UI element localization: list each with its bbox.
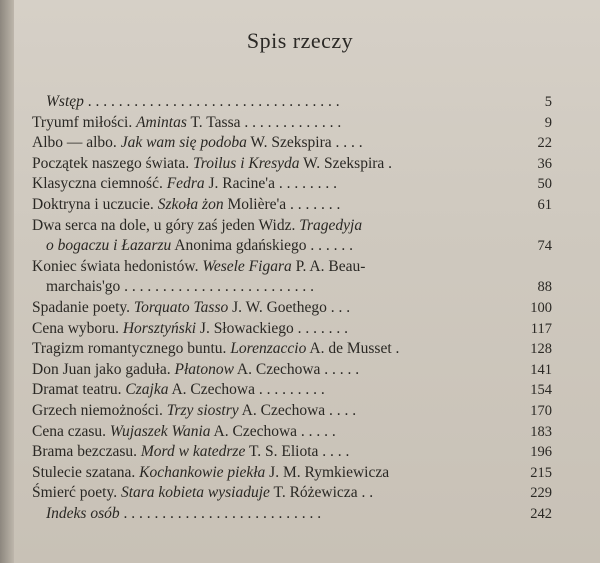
entry-text: Początek naszego świata. Troilus i Kresyda W. Szekspira . <box>32 154 393 172</box>
entry-text: Grzech niemożności. Trzy siostry A. Czechowa . . . . <box>32 401 357 419</box>
toc-entry <box>32 298 552 319</box>
entry-text: Spadanie poety. Torquato Tasso J. W. Goethego . . . <box>32 298 351 316</box>
entry-text: Brama bezczasu. Mord w katedrze T. S. Eliota . . . . <box>32 443 350 461</box>
entry-text: Cena czasu. Wujaszek Wania A. Czechowa . . . . . <box>32 422 336 440</box>
toc-entry <box>32 133 552 154</box>
toc-entry <box>32 360 552 381</box>
page-number: 74 <box>537 238 552 255</box>
toc-entry <box>32 174 552 195</box>
entry-text: Indeks osób . . . . . . . . . . . . . . . . . . . . . . . . . . <box>46 504 322 522</box>
toc-entry <box>32 113 552 134</box>
toc-entry <box>32 401 552 422</box>
page-number: 128 <box>530 341 552 358</box>
page-number: 61 <box>537 196 552 213</box>
page-number: 100 <box>530 299 552 316</box>
entry-text: Śmierć poety. Stara kobieta wysiaduje T. Różewicza . . <box>32 484 374 502</box>
toc-entry <box>32 92 552 113</box>
page-title: Spis rzeczy <box>246 28 354 53</box>
entry-text: Cena wyboru. Horsztyński J. Słowackiego . . . . . . . <box>32 319 349 337</box>
entry-text: Tragizm romantycznego buntu. Lorenzaccio A. de Musset . <box>32 340 400 358</box>
page-number: 141 <box>530 361 552 378</box>
entry-text: Tryumf miłości. Amintas T. Tassa . . . . . . . . . . . . . <box>32 113 342 131</box>
page-number: 22 <box>537 135 552 152</box>
toc-entry <box>32 216 552 257</box>
entry-text: Doktryna i uczucie. Szkoła żon Molière'a . . . . . . . <box>32 195 341 213</box>
table-of-contents <box>32 92 552 524</box>
page-number: 242 <box>530 505 552 522</box>
toc-entry <box>32 154 552 175</box>
toc-entry <box>32 483 552 504</box>
entry-text: Wstęp . . . . . . . . . . . . . . . . . . . . . . . . . . . . . . . . . <box>46 93 340 110</box>
page-number: 196 <box>530 444 552 461</box>
page-number: 183 <box>530 423 552 440</box>
toc-entry <box>32 380 552 401</box>
entry-text: Albo — albo. Jak wam się podoba W. Szekspira . . . . <box>32 134 363 152</box>
page-number: 36 <box>537 155 552 172</box>
page-number: 154 <box>530 382 552 399</box>
entry-text: Don Juan jako gaduła. Płatonow A. Czechowa . . . . . <box>32 360 360 378</box>
page-number: 117 <box>530 320 552 337</box>
toc-entry <box>32 442 552 463</box>
toc-entry <box>32 257 552 298</box>
entry-text: Dwa serca na dole, u góry zaś jeden Widz. Tragedyja o bogaczu i Łazarzu Anonima gdańskiego . . . . . . <box>32 216 363 255</box>
page-number: 9 <box>544 114 552 131</box>
page-number: 215 <box>530 464 552 481</box>
toc-entry <box>32 504 552 525</box>
toc-entry <box>32 463 552 484</box>
entry-text: Klasyczna ciemność. Fedra J. Racine'a . . . . . . . . <box>32 175 337 193</box>
entry-text: Stulecie szatana. Kochankowie piekła J. M. Rymkiewicza <box>32 463 390 481</box>
toc-entry <box>32 422 552 443</box>
page-number: 5 <box>544 94 552 110</box>
toc-entry <box>32 319 552 340</box>
page-number: 50 <box>537 176 552 193</box>
page-number: 170 <box>530 402 552 419</box>
entry-text: Koniec świata hedonistów. Wesele Figara P. A. Beau- marchais'go . . . . . . . . . . . . . . . . . . . . . . . . . <box>32 257 366 296</box>
page-number: 88 <box>537 279 552 296</box>
toc-entry <box>32 339 552 360</box>
page-number: 229 <box>530 485 552 502</box>
toc-entry <box>32 195 552 216</box>
entry-text: Dramat teatru. Czajka A. Czechowa . . . . . . . . . <box>32 381 325 399</box>
